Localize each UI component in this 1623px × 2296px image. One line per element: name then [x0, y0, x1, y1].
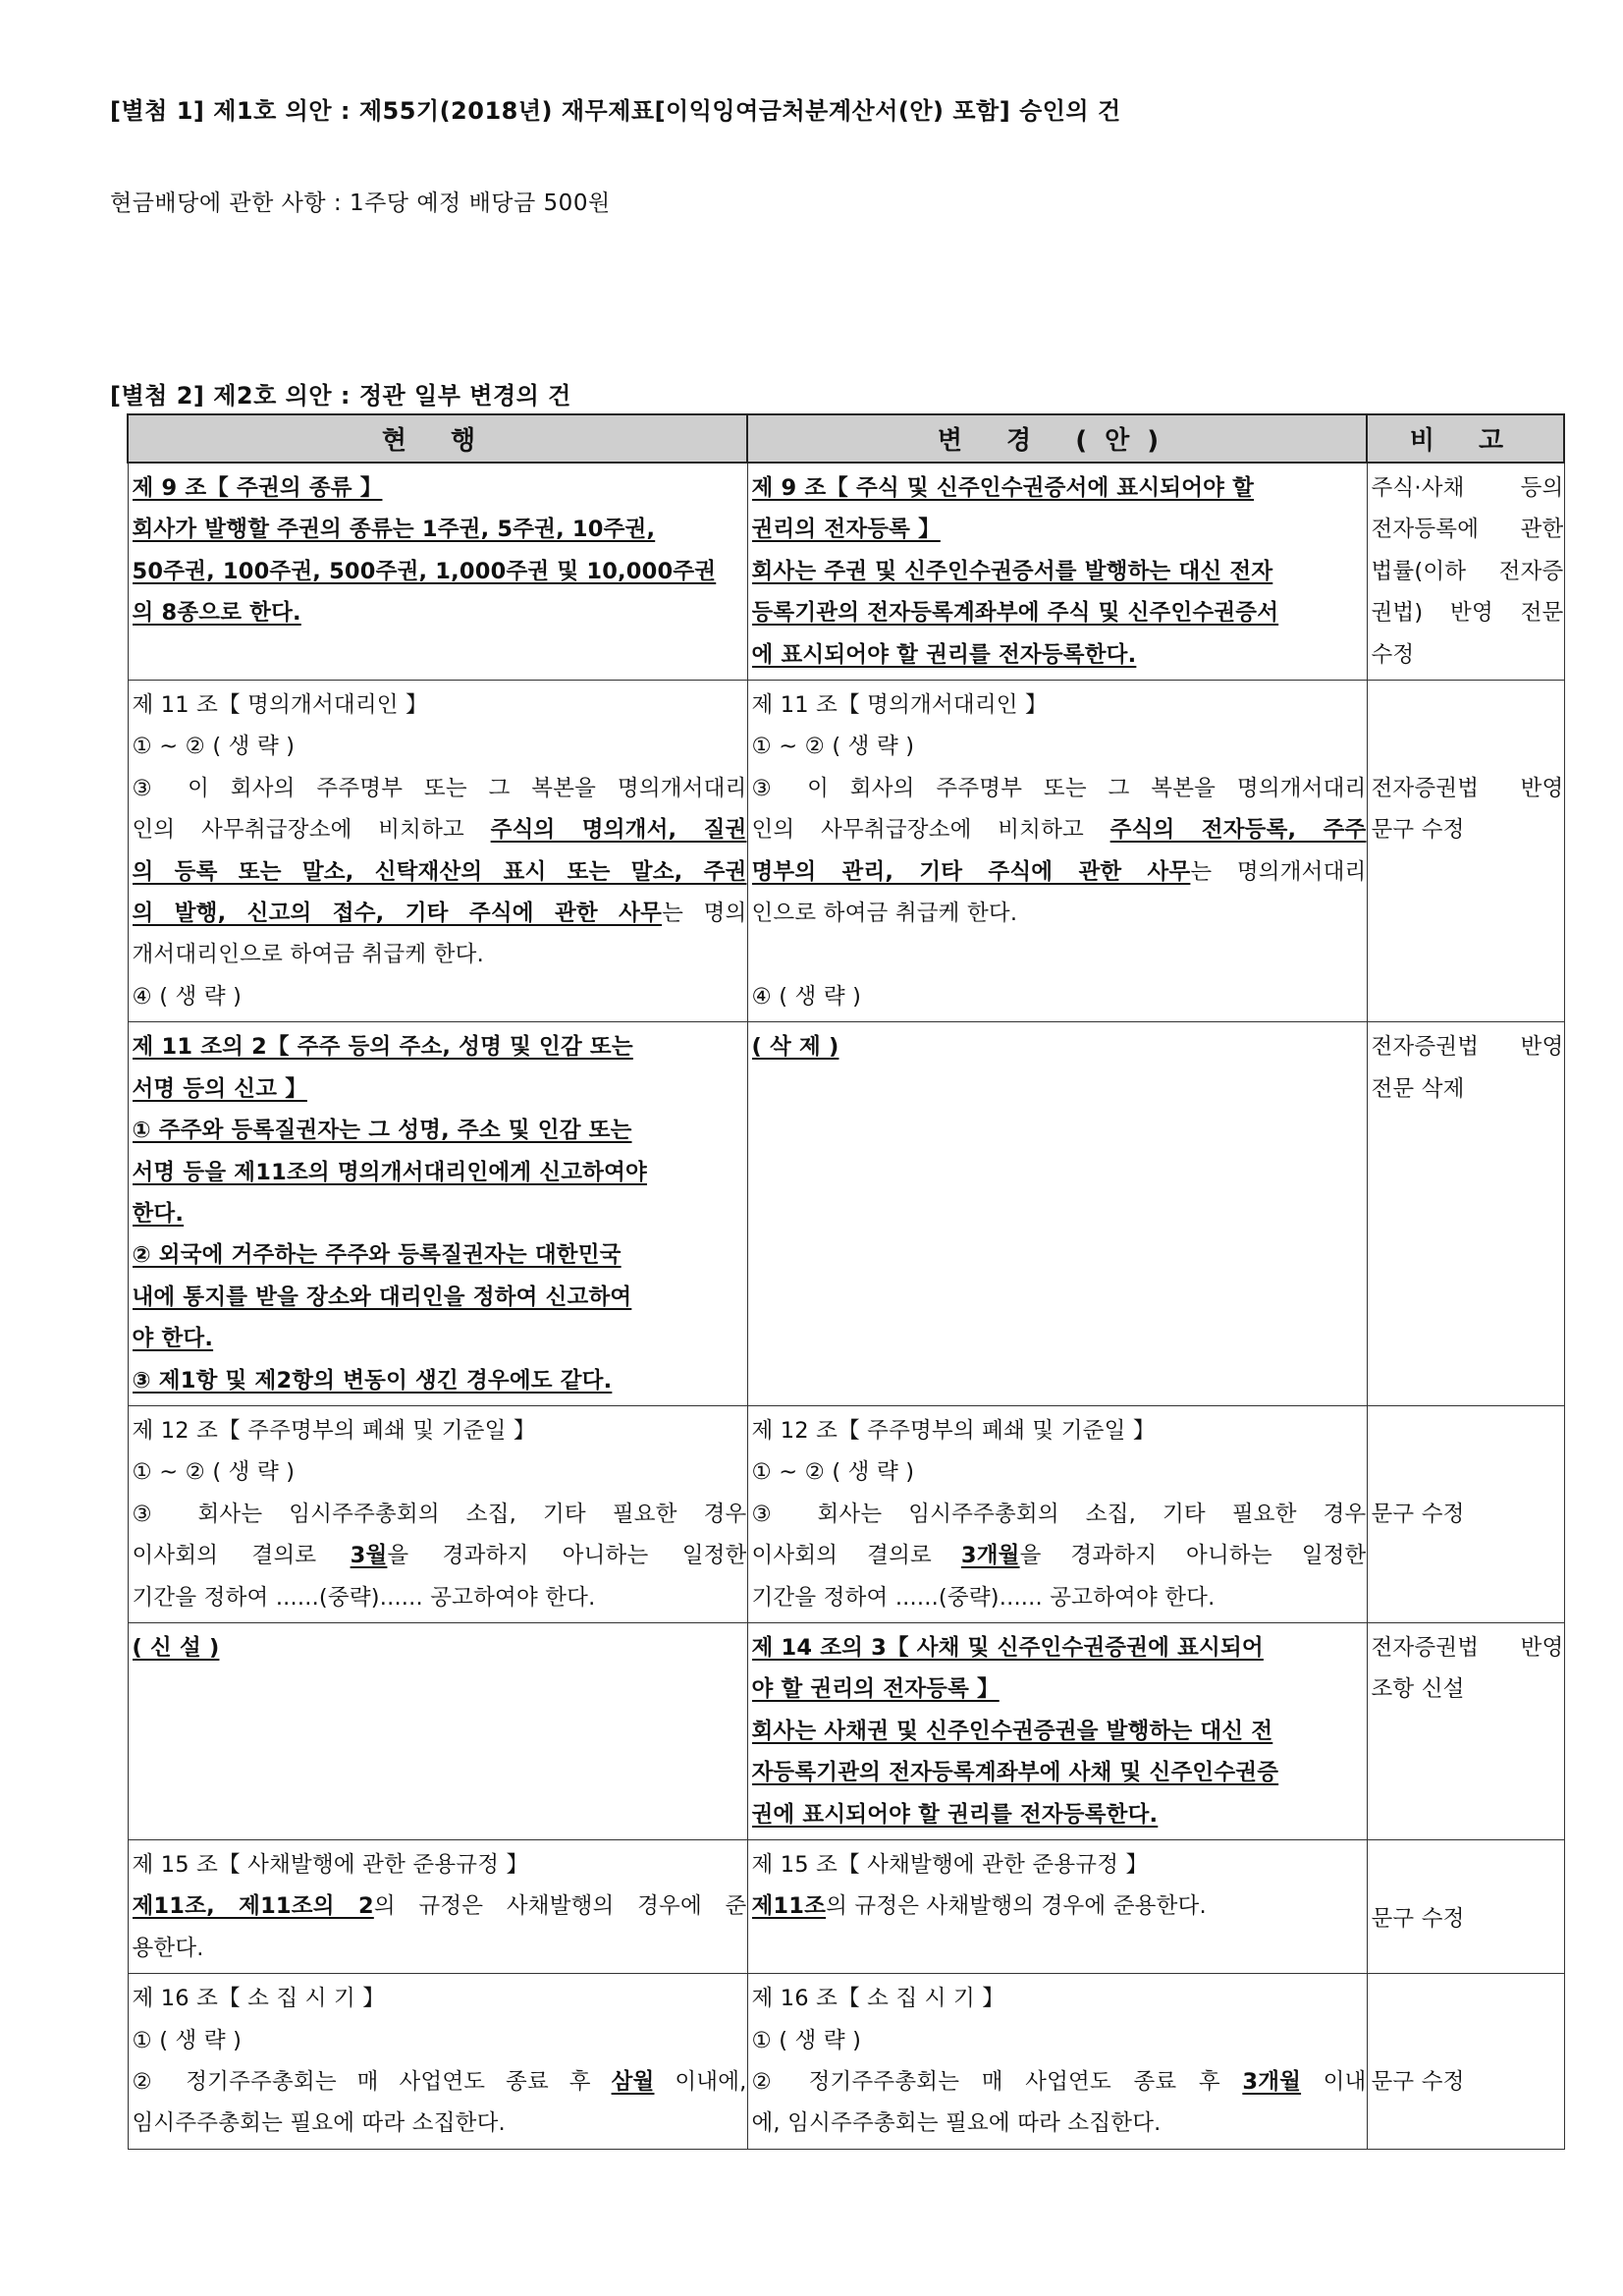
current-line: [133, 1978, 747, 2019]
current-cell: [128, 1622, 747, 1839]
current-line: [133, 934, 747, 975]
table-row: [128, 1022, 1564, 1406]
current-line: [133, 1410, 747, 1451]
note-line: 문구 수정: [1371, 1906, 1465, 1932]
current-text: 인의 사무취급장소에 비치하고: [132, 817, 491, 844]
column-header-current: 현 행: [128, 414, 747, 463]
proposed-text: 을 경과하지 아니하는 일정한: [1019, 1543, 1367, 1569]
note-cell: [1367, 463, 1564, 681]
proposed-line: [752, 551, 1367, 592]
proposed-line: [752, 1844, 1367, 1886]
proposed-text: 권리의 전자등록 】: [751, 517, 941, 543]
current-cell: [128, 1405, 747, 1622]
current-text: 의 발행, 신고의 접수, 기타 주식에 관한 사무: [132, 901, 663, 927]
note-line: 전자증권법 반영: [1371, 1634, 1564, 1661]
current-text: ② 정기주주총회는 매 사업연도 종료 후: [132, 2069, 612, 2096]
current-text: ① ~ ② ( 생 략 ): [132, 734, 296, 760]
current-text: ① 주주와 등록질권자는 그 성명, 주소 및 인감 또는: [132, 1118, 632, 1144]
current-line: [133, 1360, 747, 1401]
note-cell: [1367, 1974, 1564, 2150]
proposed-text: ② 정기주주총회는 매 사업연도 종료 후: [751, 2069, 1243, 2096]
current-line: [133, 809, 747, 850]
proposed-text: 제 9 조【 주식 및 신주인수권증서에 표시되어야 할: [751, 475, 1255, 501]
current-line: [133, 851, 747, 893]
proposed-text: 이내: [1301, 2069, 1367, 2096]
current-cell: [128, 1974, 747, 2150]
current-text: 이사회의 결의로: [132, 1543, 351, 1569]
proposed-line: [752, 509, 1367, 550]
proposed-text: 기간을 정하여 ......(중략)...... 공고하여야 한다.: [751, 1584, 1216, 1611]
proposed-line: [752, 1627, 1367, 1668]
proposed-text: 제 12 조【 주주명부의 폐쇄 및 기준일 】: [751, 1417, 1156, 1444]
proposed-line: [752, 976, 1367, 1017]
proposed-text: ① ~ ② ( 생 략 ): [751, 734, 915, 760]
proposed-text: 인으로 하여금 취급케 한다.: [751, 901, 1018, 927]
proposed-line: [752, 1535, 1367, 1576]
current-cell: [128, 1840, 747, 1974]
table-row: [128, 1622, 1564, 1839]
current-text: 는 명의: [662, 901, 747, 927]
current-text: 개서대리인으로 하여금 취급케 한다.: [132, 942, 484, 968]
note-line: 문구 수정: [1371, 2069, 1465, 2096]
proposed-line: [752, 1886, 1367, 1927]
attachment1-heading: [별첨 1] 제1호 의안 : 제55기(2018년) 재무제표[이익잉여금처분계산서(안) 포함] 승인의 건: [110, 97, 1121, 125]
current-text: 의 규정은 사채발행의 경우에 준: [373, 1893, 747, 1920]
current-line: [133, 1928, 747, 1969]
proposed-line: [752, 1711, 1367, 1752]
table-row: [128, 1405, 1564, 1622]
proposed-text: 자등록기관의 전자등록계좌부에 사채 및 신주인수권증: [751, 1760, 1279, 1786]
current-line: [133, 768, 747, 809]
table-header-row: [128, 414, 1564, 463]
current-text: 기간을 정하여 ......(중략)...... 공고하여야 한다.: [132, 1584, 596, 1611]
current-line: [133, 1234, 747, 1276]
current-cell: [128, 681, 747, 1022]
current-text: 제11조, 제11조의 2: [132, 1893, 374, 1920]
note-line: 주식·사채 등의: [1371, 475, 1564, 501]
table-row: [128, 463, 1564, 681]
current-text: 제 12 조【 주주명부의 폐쇄 및 기준일 】: [132, 1417, 536, 1444]
proposed-cell: [747, 1022, 1367, 1406]
current-text: 50주권, 100주권, 500주권, 1,000주권 및 10,000주권: [132, 558, 717, 584]
current-text: 이내에,: [654, 2069, 747, 2096]
current-line: [133, 1193, 747, 1234]
current-line: [133, 2103, 747, 2144]
current-text: 제 9 조【 주권의 종류 】: [132, 475, 383, 501]
proposed-line: [752, 1494, 1367, 1535]
current-text: 의 등록 또는 말소, 신탁재산의 표시 또는 말소, 주권: [132, 858, 747, 885]
note-line: 전자증권법 반영: [1371, 775, 1564, 801]
table-row: [128, 681, 1564, 1022]
proposed-cell: [747, 681, 1367, 1022]
current-text: 서명 등의 신고 】: [132, 1075, 307, 1102]
current-line: [133, 1451, 747, 1493]
proposed-line: [752, 809, 1367, 850]
current-text: ③ 회사는 임시주주총회의 소집, 기타 필요한 경우: [132, 1501, 747, 1527]
current-line: [133, 509, 747, 550]
proposed-cell: [747, 1974, 1367, 2150]
note-line: [1372, 1857, 1564, 1898]
note-line: 법률(이하 전자증: [1371, 558, 1564, 584]
current-text: 의 8종으로 한다.: [132, 600, 301, 627]
note-line: 전문 삭제: [1371, 1075, 1465, 1102]
proposed-text: 제 14 조의 3【 사채 및 신주인수권증권에 표시되어: [751, 1634, 1264, 1661]
proposed-text: 주식의 전자등록, 주주: [1109, 817, 1367, 844]
current-text: 3월: [350, 1543, 388, 1569]
proposed-line: [752, 1026, 1367, 1067]
proposed-text: 야 할 권리의 전자등록 】: [751, 1676, 1000, 1703]
column-header-note: 비 고: [1367, 414, 1564, 463]
proposed-text: 는 명의개서대리: [1190, 858, 1367, 885]
current-line: [133, 551, 747, 592]
current-line: [133, 1627, 747, 1668]
note-cell: [1367, 1840, 1564, 1974]
table-row: [128, 1974, 1564, 2150]
current-line: [133, 1110, 747, 1151]
current-line: [133, 1577, 747, 1618]
note-line: 권법) 반영 전문: [1371, 600, 1564, 627]
current-text: ③ 이 회사의 주주명부 또는 그 복본을 명의개서대리: [132, 775, 747, 801]
current-text: 서명 등을 제11조의 명의개서대리인에게 신고하여야: [132, 1159, 647, 1185]
current-text: 을 경과하지 아니하는 일정한: [387, 1543, 747, 1569]
proposed-line: [752, 1577, 1367, 1618]
proposed-line: [752, 934, 1367, 975]
proposed-text: 이사회의 결의로: [751, 1543, 961, 1569]
current-line: [133, 467, 747, 509]
current-line: [133, 1886, 747, 1927]
amendment-table-body: [128, 463, 1564, 2149]
proposed-text: 3개월: [1242, 2069, 1302, 2096]
current-line: [133, 1152, 747, 1193]
proposed-line: [752, 2103, 1367, 2144]
proposed-cell: [747, 1622, 1367, 1839]
current-line: [133, 1844, 747, 1886]
proposed-line: [752, 893, 1367, 934]
current-line: [133, 893, 747, 934]
proposed-text: 권에 표시되어야 할 권리를 전자등록한다.: [751, 1801, 1159, 1828]
proposed-text: 에, 임시주주총회는 필요에 따라 소집한다.: [751, 2110, 1162, 2137]
current-text: 한다.: [132, 1200, 185, 1227]
current-line: [133, 2020, 747, 2061]
note-line: 조항 신설: [1371, 1676, 1465, 1703]
current-text: 회사가 발행할 주권의 종류는 1주권, 5주권, 10주권,: [132, 517, 656, 543]
current-text: 내에 통지를 받을 장소와 대리인을 정하여 신고하여: [132, 1284, 632, 1310]
note-cell: [1367, 1405, 1564, 1622]
column-header-proposed: 변 경 (안): [747, 414, 1367, 463]
proposed-text: ④ ( 생 략 ): [751, 983, 862, 1010]
note-line: [1372, 726, 1564, 767]
proposed-cell: [747, 1405, 1367, 1622]
proposed-cell: [747, 463, 1367, 681]
proposed-text: ( 삭 제 ): [751, 1034, 839, 1061]
current-cell: [128, 463, 747, 681]
dividend-note: 현금배당에 관한 사항 : 1주당 예정 배당금 500원: [110, 191, 611, 216]
proposed-line: [752, 1668, 1367, 1710]
current-text: 삼월: [611, 2069, 655, 2096]
current-cell: [128, 1022, 747, 1406]
note-line: [1372, 2020, 1564, 2061]
proposed-line: [752, 1451, 1367, 1493]
proposed-text: 제 16 조【 소 집 시 기 】: [751, 1986, 1005, 2012]
current-text: 임시주주총회는 필요에 따라 소집한다.: [132, 2110, 506, 2137]
current-line: [133, 592, 747, 633]
current-line: [133, 1318, 747, 1359]
attachment2-heading: [별첨 2] 제2호 의안 : 정관 일부 변경의 건: [110, 382, 571, 410]
proposed-text: 3개월: [960, 1543, 1020, 1569]
current-line: [133, 726, 747, 767]
proposed-text: ① ~ ② ( 생 략 ): [751, 1459, 915, 1486]
note-line: [1372, 684, 1564, 726]
current-text: ① ~ ② ( 생 략 ): [132, 1459, 296, 1486]
proposed-line: [752, 634, 1367, 676]
proposed-text: ① ( 생 략 ): [751, 2027, 862, 2053]
current-text: ② 외국에 거주하는 주주와 등록질권자는 대한민국: [132, 1242, 622, 1269]
proposed-text: 에 표시되어야 할 권리를 전자등록한다.: [751, 641, 1137, 668]
proposed-line: [752, 726, 1367, 767]
proposed-text: 명부의 관리, 기타 주식에 관한 사무: [751, 858, 1191, 885]
note-cell: [1367, 681, 1564, 1022]
current-text: 제 11 조의 2【 주주 등의 주소, 성명 및 인감 또는: [132, 1034, 633, 1061]
proposed-line: [752, 592, 1367, 633]
proposed-text: 등록기관의 전자등록계좌부에 주식 및 신주인수권증서: [751, 600, 1279, 627]
current-line: [133, 976, 747, 1017]
proposed-line: [752, 1410, 1367, 1451]
proposed-line: [752, 684, 1367, 726]
proposed-text: 제 15 조【 사채발행에 관한 준용규정 】: [751, 1852, 1149, 1878]
proposed-line: [752, 467, 1367, 509]
current-text: 야 한다.: [132, 1326, 214, 1352]
table-row: [128, 1840, 1564, 1974]
current-text: ④ ( 생 략 ): [132, 983, 243, 1010]
current-text: ③ 제1항 및 제2항의 변동이 생긴 경우에도 같다.: [132, 1367, 613, 1394]
amendment-table: [127, 413, 1565, 2150]
proposed-text: 제 11 조【 명의개서대리인 】: [751, 692, 1048, 719]
note-line: [1372, 1410, 1564, 1451]
current-line: [133, 1026, 747, 1067]
note-cell: [1367, 1022, 1564, 1406]
note-line: 전자증권법 반영: [1371, 1034, 1564, 1061]
current-line: [133, 1535, 747, 1576]
current-text: ( 신 설 ): [132, 1634, 220, 1661]
proposed-line: [752, 1752, 1367, 1793]
current-text: ① ( 생 략 ): [132, 2027, 243, 2053]
current-text: 제 15 조【 사채발행에 관한 준용규정 】: [132, 1852, 529, 1878]
current-text: 주식의 명의개서, 질권: [490, 817, 747, 844]
proposed-line: [752, 1978, 1367, 2019]
proposed-line: [752, 1794, 1367, 1835]
proposed-line: [752, 2020, 1367, 2061]
proposed-text: ③ 회사는 임시주주총회의 소집, 기타 필요한 경우: [751, 1501, 1367, 1527]
note-line: 수정: [1371, 641, 1415, 668]
proposed-text: 회사는 주권 및 신주인수권증서를 발행하는 대신 전자: [751, 558, 1273, 584]
note-line: [1372, 1451, 1564, 1493]
note-line: 전자등록에 관한: [1371, 517, 1564, 543]
note-line: 문구 수정: [1371, 817, 1465, 844]
proposed-line: [752, 768, 1367, 809]
note-line: [1372, 1978, 1564, 2019]
current-line: [133, 684, 747, 726]
current-text: 용한다.: [132, 1935, 204, 1961]
proposed-text: 회사는 사채권 및 신주인수권증권을 발행하는 대신 전: [751, 1718, 1273, 1744]
proposed-line: [752, 2061, 1367, 2103]
proposed-line: [752, 851, 1367, 893]
proposed-text: 의 규정은 사채발행의 경우에 준용한다.: [826, 1893, 1207, 1920]
proposed-text: 제11조: [751, 1893, 827, 1920]
proposed-text: [752, 942, 759, 967]
note-line: 문구 수정: [1371, 1501, 1465, 1527]
proposed-cell: [747, 1840, 1367, 1974]
proposed-text: 인의 사무취급장소에 비치하고: [751, 817, 1110, 844]
current-line: [133, 2061, 747, 2103]
current-text: 제 16 조【 소 집 시 기 】: [132, 1986, 386, 2012]
current-text: 제 11 조【 명의개서대리인 】: [132, 692, 428, 719]
proposed-text: ③ 이 회사의 주주명부 또는 그 복본을 명의개서대리: [751, 775, 1367, 801]
current-line: [133, 1277, 747, 1318]
current-line: [133, 1068, 747, 1110]
current-line: [133, 1494, 747, 1535]
note-cell: [1367, 1622, 1564, 1839]
